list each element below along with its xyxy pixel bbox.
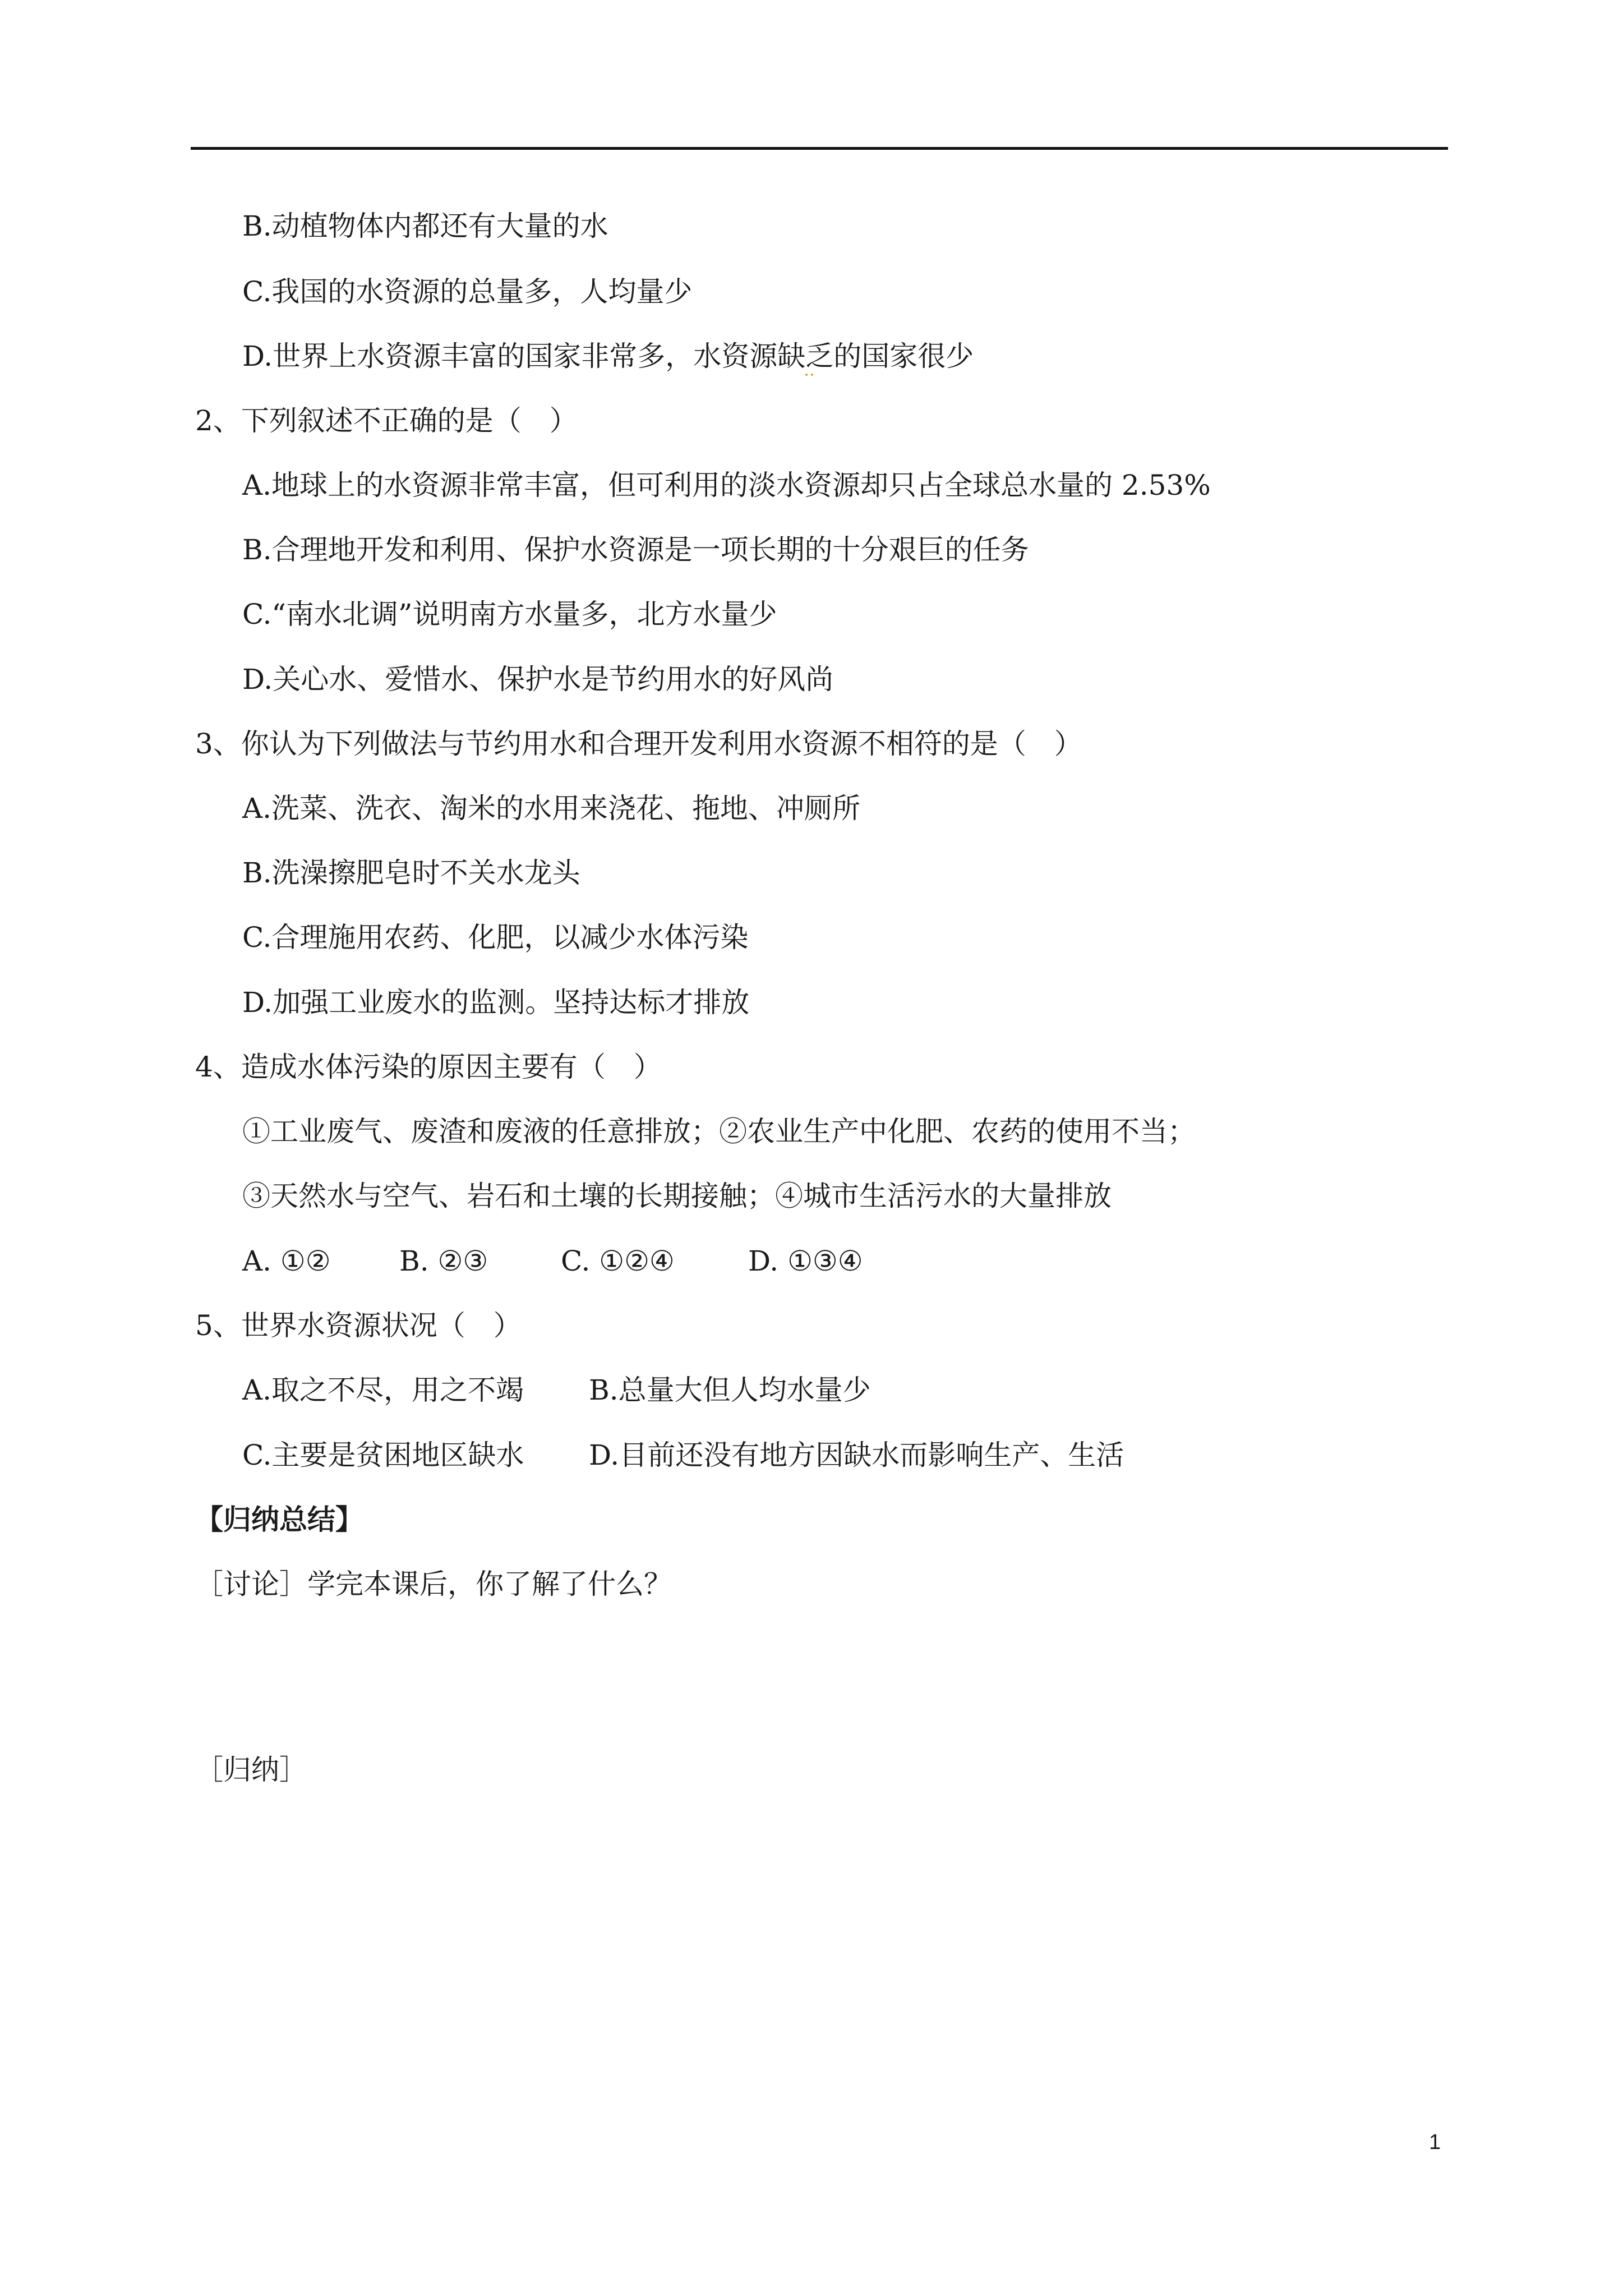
q1-option-b: B.动植物体内都还有大量的水 [242,210,608,242]
q4-options-row [0,1241,1623,1281]
q5-option-c: C.主要是贫困地区缺水 [242,1439,524,1471]
q5-option-a: A.取之不尽，用之不竭 [242,1374,524,1406]
q3-option-b: B.洗澡擦肥皂时不关水龙头 [242,857,580,889]
q5-option-b: B.总量大但人均水量少 [589,1374,871,1406]
q4-statements-2: ③天然水与空气、岩石和土壤的长期接触；④城市生活污水的大量排放 [242,1180,1112,1212]
q2-option-c: C.“南水北调”说明南方水量多，北方水量少 [242,598,777,631]
q4-stem: 4、造成水体污染的原因主要有（ ） [195,1051,662,1083]
q5-options-row-1 [0,1370,1623,1410]
q1-option-d-part1: D.世界上水资源丰富的国家非常多，水资源缺 [242,340,806,372]
q5-options-row-2 [0,1435,1623,1475]
q1-option-d-part2: 乏的国家很少 [805,340,974,372]
q3-option-a: A.洗菜、洗衣、淘米的水用来浇花、拖地、冲厕所 [242,792,861,825]
q2-stem: 2、下列叙述不正确的是（ ） [195,404,578,437]
q2-option-a: A.地球上的水资源非常丰富，但可利用的淡水资源却只占全球总水量的 2.53% [242,469,1211,501]
q1-option-d [242,337,974,376]
discussion-prompt: ［讨论］学完本课后，你了解了什么？ [195,1568,672,1600]
page-number: 1 [1429,2131,1441,2154]
q4-statements-1: ①工业废气、废渣和废液的任意排放；②农业生产中化肥、农药的使用不当； [242,1115,1196,1148]
q4-option-c: C. ①②④ [561,1245,675,1277]
q3-option-d: D.加强工业废水的监测。坚持达标才排放 [242,986,750,1019]
q4-option-a: A. ①② [242,1245,331,1277]
q5-option-d: D.目前还没有地方因缺水而影响生产、生活 [589,1439,1124,1471]
q4-option-b: B. ②③ [399,1245,488,1277]
q2-option-b: B.合理地开发和利用、保护水资源是一项长期的十分艰巨的任务 [242,533,1029,566]
q5-stem: 5、世界水资源状况（ ） [195,1309,522,1342]
q1-option-c: C.我国的水资源的总量多，人均量少 [242,275,693,308]
q2-option-d: D.关心水、爱惜水、保护水是节约用水的好风尚 [242,663,834,696]
summary-label: ［归纳］ [195,1754,307,1786]
header-rule [191,147,1448,150]
q4-option-d: D. ①③④ [748,1245,863,1277]
section-heading: 【归纳总结】 [195,1503,363,1536]
q3-stem: 3、你认为下列做法与节约用水和合理开发利用水资源不相符的是（ ） [195,728,1082,760]
q3-option-c: C.合理施用农药、化肥，以减少水体污染 [242,921,749,954]
